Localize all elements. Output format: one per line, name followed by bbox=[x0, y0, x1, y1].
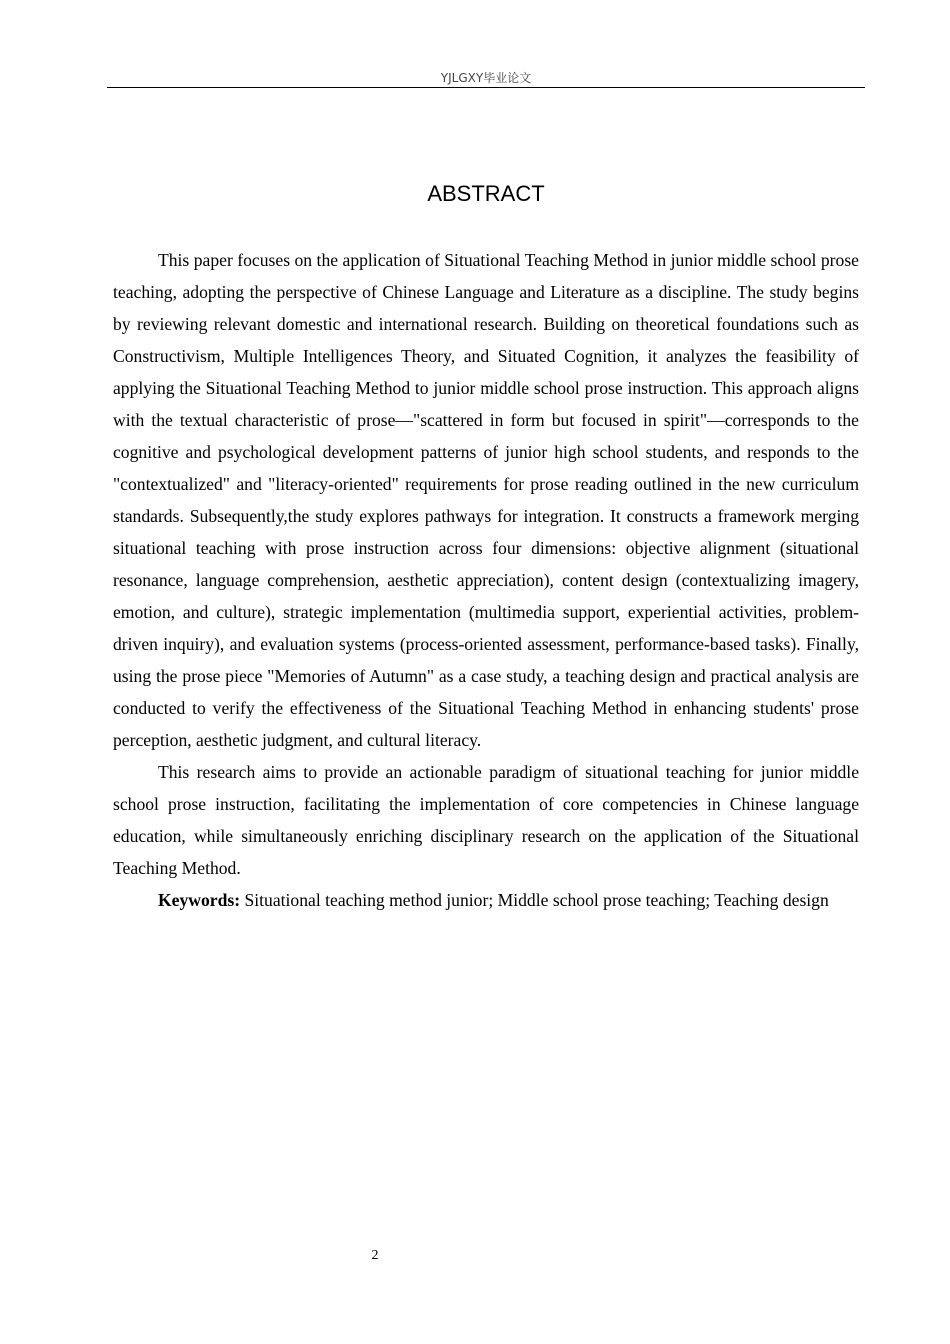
abstract-paragraph: This paper focuses on the application of Situational Teaching Method in junior middle school prose teaching, adopting the perspective of Chinese Language and Literature as a discipline. The study begins by reviewing relevant domestic and international research. Building on theoretical foundations such as Constructivism, Multiple Intelligences Theory, and Situated Cognition, it analyzes the feasibility of applying the Situational Teaching Method to junior middle school prose instruction. This approach aligns with the textual characteristic of prose—"scattered in form but focused in spirit"—corresponds to the cognitive and psychological development patterns of junior high school students, and responds to the "contextualized" and "literacy-oriented" requirements for prose reading outlined in the new curriculum standards. Subsequently,the study explores pathways for integration. It constructs a framework merging situational teaching with prose instruction across four dimensions: objective alignment (situational resonance, language comprehension, aesthetic appreciation), content design (contextualizing imagery, emotion, and culture), strategic implementation (multimedia support, experiential activities, problem-driven inquiry), and evaluation systems (process-oriented assessment, performance-based tasks). Finally, using the prose piece "Memories of Autumn" as a case study, a teaching design and practical analysis are conducted to verify the effectiveness of the Situational Teaching Method in enhancing students' prose perception, aesthetic judgment, and cultural literacy. bbox=[113, 250, 859, 750]
page-header bbox=[107, 70, 865, 88]
page-title: ABSTRACT bbox=[427, 181, 545, 206]
keywords-line bbox=[113, 884, 859, 916]
abstract-body bbox=[113, 244, 859, 916]
keywords-value: Situational teaching method junior; Middle school prose teaching; Teaching design bbox=[240, 890, 829, 910]
abstract-paragraph: This research aims to provide an actionable paradigm of situational teaching for junior middle school prose instruction, facilitating the implementation of core competencies in Chinese language education, while simultaneously enriching disciplinary research on the application of the Situational Teaching Method. bbox=[113, 762, 859, 878]
keywords-label: Keywords: bbox=[158, 890, 241, 910]
page-number: 2 bbox=[371, 1248, 379, 1263]
header-text: YJLGXY毕业论文 bbox=[440, 71, 532, 85]
